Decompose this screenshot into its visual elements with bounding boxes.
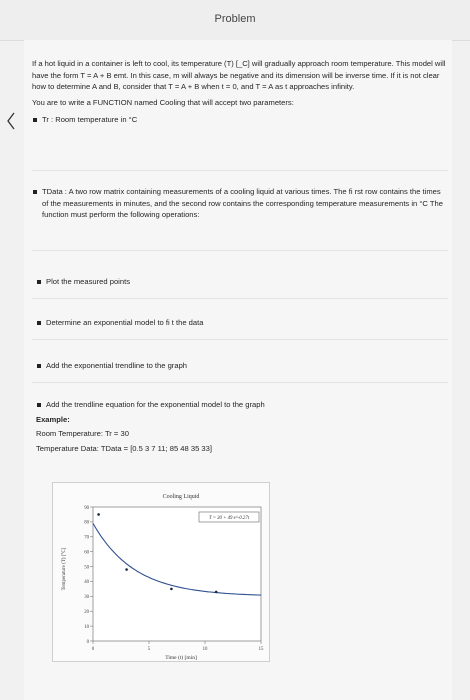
- intro-paragraph: If a hot liquid in a container is left to cool, its temperature (T) [_C] will gradually approach room temperature. This model will have the form T = A + B emt. In this case, m will always be negative and its dimension will be inverse time. If it is not clear how to determine A and B, consider that T = A + B when t = 0, and T = A as t approaches infinity.: [32, 59, 446, 92]
- y-tick-label: 70: [84, 535, 89, 541]
- y-tick-label: 0: [86, 639, 89, 645]
- divider: [32, 170, 448, 171]
- example-heading: Example:: [36, 414, 70, 424]
- x-tick-label: 10: [202, 647, 208, 652]
- y-tick-label: 50: [84, 565, 89, 571]
- example-block: [36, 399, 436, 454]
- param-tdata-block: [32, 186, 446, 221]
- plot-area: [93, 507, 261, 641]
- y-tick-label: 90: [84, 505, 89, 511]
- data-point: [97, 513, 100, 516]
- task-statement: You are to write a FUNCTION named Cooling that will accept two parameters:: [32, 97, 294, 107]
- param-tr: Tr : Room temperature in °C: [32, 114, 446, 126]
- example-room-temp: Room Temperature: Tr = 30: [36, 429, 129, 439]
- x-tick-label: 5: [147, 647, 151, 652]
- chevron-left-icon[interactable]: [6, 112, 16, 130]
- x-tick-label: 15: [258, 647, 264, 652]
- operation-item: [36, 360, 436, 372]
- chart-canvas: [53, 483, 269, 661]
- y-tick-label: 20: [84, 610, 89, 616]
- divider: [32, 382, 448, 383]
- problem-intro: [32, 58, 446, 126]
- divider: [32, 339, 448, 340]
- operation-item: [36, 317, 436, 329]
- y-tick-label: 80: [84, 520, 89, 526]
- operation-label: Determine an exponential model to fi t the data: [36, 317, 436, 329]
- divider: [32, 298, 448, 299]
- y-tick-label: 40: [84, 580, 89, 586]
- header-bar: [0, 0, 470, 41]
- param-tdata: TData : A two row matrix containing measurements of a cooling liquid at various times. The fi rst row contains the times of the measurements in minutes, and the second row contains the corresponding temperature measurements in °C The function must perform the following operations:: [32, 186, 446, 221]
- chart-y-axis-label: Temperature (T) [°C]: [62, 547, 67, 591]
- chart-title: Cooling Liquid: [162, 494, 200, 500]
- y-tick-label: 30: [84, 595, 89, 601]
- x-tick-label: 0: [91, 647, 95, 652]
- y-tick-label: 60: [84, 550, 89, 556]
- data-point: [170, 588, 173, 591]
- y-tick-label: 10: [84, 624, 89, 630]
- cooling-chart: [52, 482, 270, 662]
- operation-label: Plot the measured points: [36, 276, 436, 288]
- data-point: [125, 568, 128, 571]
- divider: [32, 250, 448, 251]
- operation-label: Add the exponential trendline to the graph: [36, 360, 436, 372]
- example-temp-data: Temperature Data: TData = [0.5 3 7 11; 85 48 35 33]: [36, 443, 212, 453]
- operation-item: [36, 276, 436, 288]
- operation-label: Add the trendline equation for the exponential model to the graph: [36, 399, 436, 411]
- chart-x-axis-label: Time (t) [min]: [165, 655, 197, 661]
- equation-label: T = 30 + 49 e^-0.27t: [208, 516, 250, 521]
- data-point: [215, 591, 218, 594]
- page-title: Problem: [214, 13, 256, 25]
